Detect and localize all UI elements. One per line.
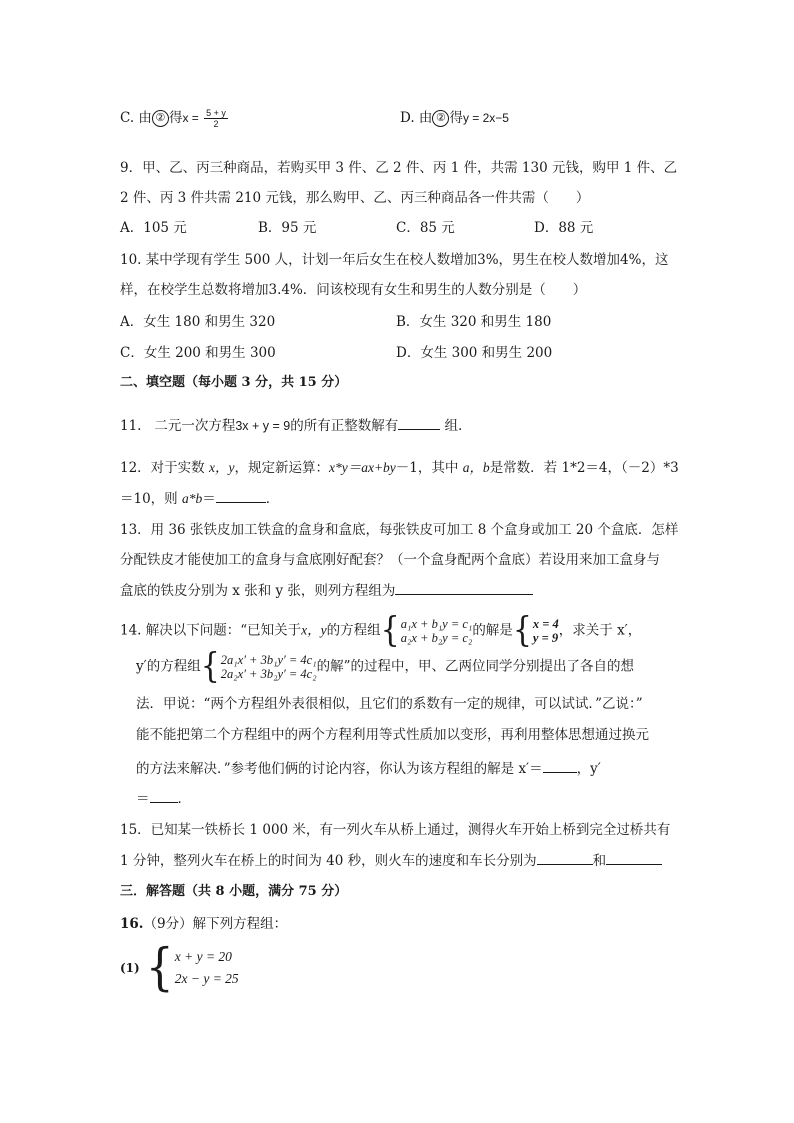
section-heading-solutions: 三．解答题（共 8 小题，满分 75 分） — [120, 884, 348, 899]
q8-option-d — [400, 108, 509, 128]
q14-line2 — [136, 646, 634, 687]
q12-line2 — [120, 488, 279, 509]
equation-rows — [401, 617, 473, 645]
equation: 2x − y = 25 — [174, 971, 239, 986]
q14-line6 — [136, 788, 191, 809]
equation: y = 2x−5 — [462, 111, 509, 125]
equation: x + y = 20 — [174, 949, 232, 964]
q9-option-d: D．88 元 — [534, 220, 594, 236]
q12-line1 — [120, 458, 679, 478]
variables: a，b — [462, 460, 490, 475]
question-text: y′的方程组 — [136, 658, 201, 675]
q10-option-d: D．女生 300 和男生 200 — [396, 345, 553, 361]
q16-part1 — [120, 938, 239, 997]
question-text: （9分）解下列方程组： — [143, 916, 288, 932]
equation-system — [200, 646, 317, 687]
answer-blank[interactable] — [216, 488, 266, 503]
q16 — [120, 914, 287, 934]
q14-line3: 法．甲说：“两个方程组外表很相似，且它们的系数有一定的规律，可以试试．”乙说：” — [136, 696, 643, 712]
question-text: 12．对于实数 — [120, 460, 205, 476]
question-text: 的所有正整数解有 — [290, 418, 399, 434]
q9-option-c: C．85 元 — [396, 220, 455, 236]
q13-line3 — [120, 580, 533, 601]
answer-blank-speed[interactable] — [537, 850, 593, 865]
equation-lhs: x = — [182, 111, 203, 125]
equation: a₁x + b₁y = c₁ — [400, 617, 473, 631]
question-text: ，规定新运算： — [234, 460, 329, 476]
brace: { — [512, 610, 532, 651]
operation: a*b — [181, 491, 203, 506]
equation-system — [120, 938, 239, 997]
question-text: 的方程组 — [326, 622, 381, 639]
equation: y = 9 — [532, 631, 559, 645]
question-text: 1 分钟，整列火车在桥上的时间为 40 秒，则火车的速度和车长分别为 — [120, 853, 537, 869]
q10-line1: 10. 某中学现有学生 500 人，计划一年后女生在校人数增加3%，男生在校人数增加4%，这 — [120, 252, 669, 268]
q11 — [120, 415, 462, 436]
equation: 2a₁x′ + 3b₁y′ = 4c₁ — [220, 653, 317, 667]
question-number: 16. — [120, 916, 144, 932]
solution-system — [512, 610, 559, 651]
equation: 2a₂x′ + 3b₂y′ = 4c₂ — [220, 667, 317, 681]
q14-line4: 能不能把第二个方程组中的两个方程利用等式性质加以变形，再利用整体思想通过换元 — [136, 727, 649, 743]
q10-line2: 样，在校学生总数将增加3.4%．问该校现有女生和男生的人数分别是（ ） — [120, 282, 587, 298]
brace: { — [200, 646, 220, 687]
q9-option-b: B．95 元 — [258, 220, 317, 236]
question-number: 11. — [120, 418, 142, 434]
question-text: 14. 解决以下问题：“已知关于 — [120, 622, 302, 639]
q14-line1 — [120, 610, 642, 651]
question-text: 的方法来解决．”参考他们俩的讨论内容，你认为该方程组的解是 x′＝ — [136, 761, 543, 777]
fraction-denominator: 2 — [213, 119, 219, 129]
option-text: 得 — [168, 110, 183, 126]
question-text: ＝ — [136, 791, 150, 807]
q9-line2: 2 件、丙 3 件共需 210 元钱，那么购甲、乙、丙三种商品各一件共需（ ） — [120, 190, 590, 206]
question-text: 是常数．若 1*2＝4，（－2）*3 — [489, 460, 679, 476]
equation-rows — [175, 946, 239, 990]
question-text: ． — [177, 791, 191, 807]
equation-system — [380, 610, 473, 651]
equation: x = 4 — [532, 617, 559, 631]
answer-blank[interactable] — [395, 580, 533, 595]
answer-blank[interactable] — [398, 415, 440, 430]
question-text: ． — [265, 491, 280, 507]
q10-option-b: B．女生 320 和男生 180 — [396, 314, 552, 330]
brace: { — [380, 610, 400, 651]
variables: x，y — [301, 622, 327, 638]
circled-number: ② — [152, 110, 169, 127]
answer-blank-x[interactable] — [543, 758, 577, 773]
brace: { — [145, 938, 174, 997]
q13-line1: 13．用 36 张铁皮加工铁盒的盒身和盒底，每张铁皮可加工 8 个盒身或加工 20 个盒底．怎样 — [120, 522, 679, 538]
fraction — [204, 108, 228, 129]
q15-line1: 15．已知某一铁桥长 1 000 米，有一列火车从桥上通过，测得火车开始上桥到完全过桥共有 — [120, 822, 671, 838]
fraction-numerator: 5 + y — [206, 108, 226, 118]
q8-option-c — [120, 108, 228, 129]
q9-line1: 9．甲、乙、丙三种商品，若购买甲 3 件、乙 2 件、丙 1 件，共需 130 元钱，购甲 1 件、乙 — [120, 160, 678, 176]
question-text: 和 — [592, 853, 607, 869]
question-text: 的解”的过程中，甲、乙两位同学分别提出了各自的想 — [316, 658, 634, 675]
q10-option-c: C．女生 200 和男生 300 — [120, 345, 276, 361]
q15-line2 — [120, 850, 662, 871]
q13-line2: 分配铁皮才能使加工的盒身与盒底刚好配套？（一个盒身配两个盒底）若设用来加工盒身与 — [120, 552, 660, 568]
question-text: ，求关于 x′， — [558, 622, 642, 639]
question-text: 的解是 — [472, 622, 513, 639]
q10-option-a: A．女生 180 和男生 320 — [120, 314, 276, 330]
answer-blank-y[interactable] — [150, 788, 178, 803]
question-text: 盒底的铁皮分别为 x 张和 y 张，则列方程组为 — [120, 583, 396, 599]
question-text: 二元一次方程 — [154, 418, 236, 434]
question-text: －1，其中 — [395, 460, 459, 476]
circled-number: ② — [432, 110, 449, 127]
answer-blank-length[interactable] — [606, 850, 662, 865]
option-d-label: D. 由 — [400, 110, 433, 126]
variables: x，y — [208, 460, 235, 475]
option-text: 得 — [449, 110, 463, 126]
part-label: (1) — [120, 961, 140, 975]
q14-line5 — [136, 758, 601, 779]
section-heading-fill-in: 二、填空题（每小题 3 分，共 15 分） — [120, 375, 348, 390]
equation-rows — [221, 653, 317, 681]
equation: a₂x + b₂y = c₂ — [400, 631, 473, 645]
question-text: ＝ — [202, 491, 216, 507]
question-text: ＝10，则 — [120, 491, 178, 507]
question-text: ，y′ — [576, 761, 601, 777]
equation-rows — [533, 617, 559, 645]
operation-rule: x*y＝ax+by — [328, 460, 396, 475]
equation: 3x + y = 9 — [235, 419, 291, 433]
question-text: 组. — [444, 418, 463, 434]
option-c-label: C. 由 — [120, 110, 152, 126]
q9-option-a: A．105 元 — [120, 220, 187, 236]
